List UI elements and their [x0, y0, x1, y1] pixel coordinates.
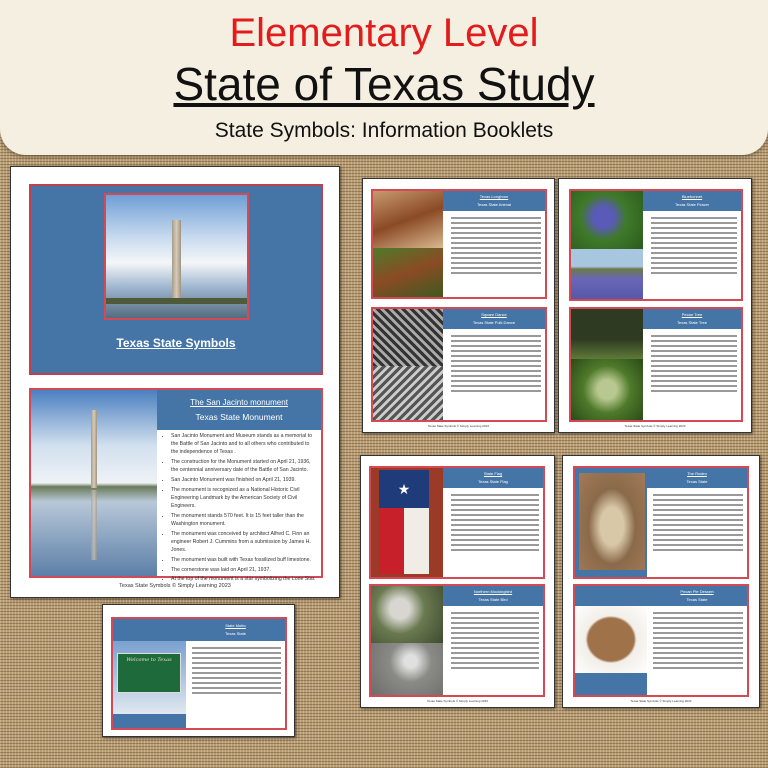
monument-photo [104, 193, 249, 320]
card-square-dance [371, 307, 547, 422]
rodeo-photo [579, 473, 645, 570]
main-title: State of Texas Study [173, 58, 595, 110]
card-subtitle: Texas State Flag [478, 479, 508, 484]
star-icon: ★ [379, 470, 429, 508]
monument-fact: • The monument was conceived by architect Alfred C. Finn an engineer Robert J. Cummins from a submission by James H. Jones. [171, 530, 317, 555]
card-title: State Motto [225, 623, 246, 628]
card-longhorn [371, 189, 547, 299]
monument-fact: • The monument stands 570 feet. It is 15 feet taller than the Washington monument. [171, 512, 317, 528]
card-state-flag [369, 466, 545, 579]
card-title: State Flag [483, 471, 503, 476]
card-subtitle: Texas State Tree [676, 320, 707, 325]
card-subtitle: Texas State [225, 631, 246, 636]
booklet-page-cover [10, 166, 340, 598]
page-footer: Texas State Symbols © Simply Learning 2023 [624, 424, 686, 428]
welcome-sign: Welcome to Texas [117, 653, 181, 693]
monument-fact: • San Jacinto Monument was finished on April 21, 1939. [171, 476, 317, 484]
page-footer: Texas State Symbols © Simply Learning 2023 [427, 699, 488, 703]
card-pecan-pie [573, 584, 749, 697]
mockingbird-branch-photo [371, 643, 443, 695]
card-subtitle: Texas State Flower [674, 202, 709, 207]
subtitle: State Symbols: Information Booklets [214, 119, 554, 142]
pecan-tree-photo [571, 309, 643, 359]
card-title: Northern Mockingbird [473, 589, 513, 594]
monument-reflection-photo [31, 390, 157, 576]
card-rodeo [573, 466, 749, 579]
monument-title: The San Jacinto monument [190, 398, 288, 407]
cover-title: Texas State Symbols [116, 336, 236, 350]
card-subtitle: Texas State [686, 479, 708, 484]
welcome-sign-photo [113, 641, 186, 714]
card-title: Bluebonnet [681, 194, 703, 199]
longhorn-photo [373, 191, 443, 248]
page-footer: Texas State Symbols © Simply Learning 2023 [630, 699, 692, 703]
square-dance-photo [373, 309, 443, 366]
booklet-page-rodeo-pie [562, 455, 760, 708]
monument-fact: • San Jacinto Monument and Museum stands as a memorial to the Battle of San Jacinto and to all others who contributed to the independence of Texas . [171, 432, 317, 457]
pecan-pie-photo [575, 606, 647, 673]
card-subtitle: Texas State Folk Dance [472, 320, 516, 325]
card-title: The Rodeo [687, 471, 707, 476]
level-heading: Elementary Level [229, 11, 539, 55]
booklet-page-flag-bird [360, 455, 555, 708]
monument-card [29, 388, 323, 583]
card-mockingbird [369, 584, 545, 697]
bluebonnet-field-photo [571, 249, 643, 299]
card-title: Texas Longhorn [479, 194, 509, 199]
square-dance-photo-2 [373, 366, 443, 420]
card-title: Square Dance [481, 312, 507, 317]
card-title: Pecan Tree [681, 312, 703, 317]
monument-subtitle: Texas State Monument [195, 412, 283, 422]
card-title: Pecan Pie Dessert [680, 589, 714, 594]
card-state-motto [111, 617, 287, 730]
card-pecan-tree [569, 307, 743, 422]
title-banner [0, 0, 768, 155]
longhorn-calf-photo [373, 248, 443, 297]
card-subtitle: Texas State Animal [476, 202, 512, 207]
cover-panel [29, 184, 323, 375]
bluebonnet-photo [571, 191, 643, 249]
flag-photo [371, 468, 443, 577]
monument-fact: • The monument is recognized as a National Historic Civil Engineering Landmark by the American Society of Civil Engineers. [171, 486, 317, 511]
page-footer: Texas State Symbols © Simply Learning 2023 [428, 424, 489, 428]
monument-facts [157, 432, 317, 585]
card-bluebonnet [569, 189, 743, 301]
page-footer: Texas State Symbols © Simply Learning 2023 [119, 583, 231, 589]
monument-fact: • At the top of the monument is a star symbolizing the Lone Star. [171, 575, 317, 583]
pecan-nuts-photo [571, 359, 643, 420]
monument-header [157, 390, 321, 430]
mockingbird-photo [371, 586, 443, 643]
card-subtitle: Texas State [686, 597, 708, 602]
booklet-page-motto [102, 604, 295, 737]
booklet-page-flower-tree [558, 178, 752, 433]
card-subtitle: Texas State Bird [478, 597, 508, 602]
monument-fact: • The monument was built with Texas fossilized buff limestone. [171, 556, 317, 564]
monument-fact: • The construction for the Monument started on April 21, 1936, the centennial anniversary date of the Battle of San Jacinto. [171, 458, 317, 474]
booklet-page-animal-dance [362, 178, 555, 433]
monument-fact: • The cornerstone was laid on April 21, 1937. [171, 566, 317, 574]
